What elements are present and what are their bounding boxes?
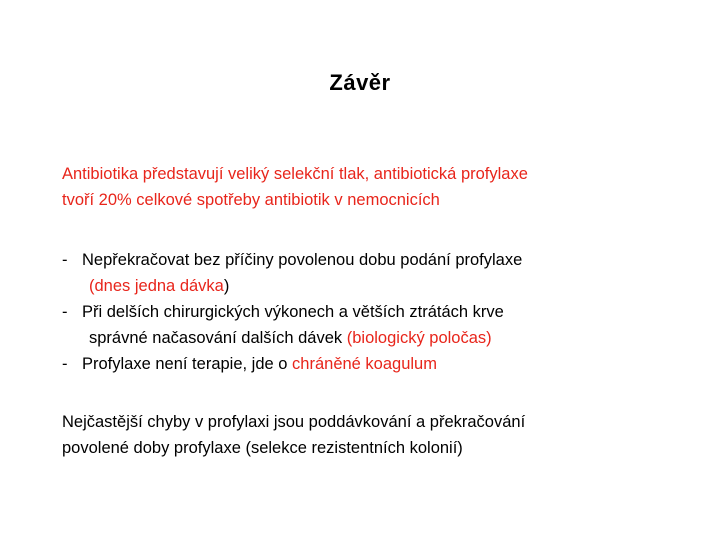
bullet-list: [62, 247, 702, 377]
bullet-1-closing-paren: ): [223, 277, 230, 295]
bullet-dash: -: [62, 251, 68, 269]
bullet-1-continuation: [62, 273, 702, 299]
intro-line-2: tvoří 20% celkové spotřeby antibiotik v nemocnicích: [62, 191, 440, 209]
bullet-2-text: Při delších chirurgických výkonech a větších ztrátách krve: [82, 303, 504, 321]
bullet-2-continuation: [62, 325, 702, 351]
bullet-dash: -: [62, 355, 68, 373]
intro-line-1: Antibiotika představují veliký selekční tlak, antibiotická profylaxe: [62, 165, 528, 183]
intro-paragraph: [62, 161, 702, 213]
bullet-2: [62, 299, 702, 325]
bullet-3-red-text: chráněné koagulum: [292, 355, 437, 373]
bullet-2-red-text: (biologický poločas): [346, 329, 492, 347]
conclusion-line-1: Nejčastější chyby v profylaxi jsou poddávkování a překračování: [62, 413, 526, 431]
slide-title: Závěr: [329, 70, 391, 95]
bullet-3-text: Profylaxe není terapie, jde o: [82, 355, 293, 373]
bullet-2-black-text: správné načasování dalších dávek: [89, 329, 347, 347]
bullet-3: [62, 351, 702, 377]
bullet-1-red-text: (dnes jedna dávka: [89, 277, 224, 295]
bullet-dash: -: [62, 303, 68, 321]
bullet-1-text: Nepřekračovat bez příčiny povolenou dobu podání profylaxe: [82, 251, 523, 269]
conclusion-paragraph: [62, 409, 702, 461]
conclusion-line-2: povolené doby profylaxe (selekce rezistentních kolonií): [62, 439, 463, 457]
bullet-1: [62, 247, 702, 273]
